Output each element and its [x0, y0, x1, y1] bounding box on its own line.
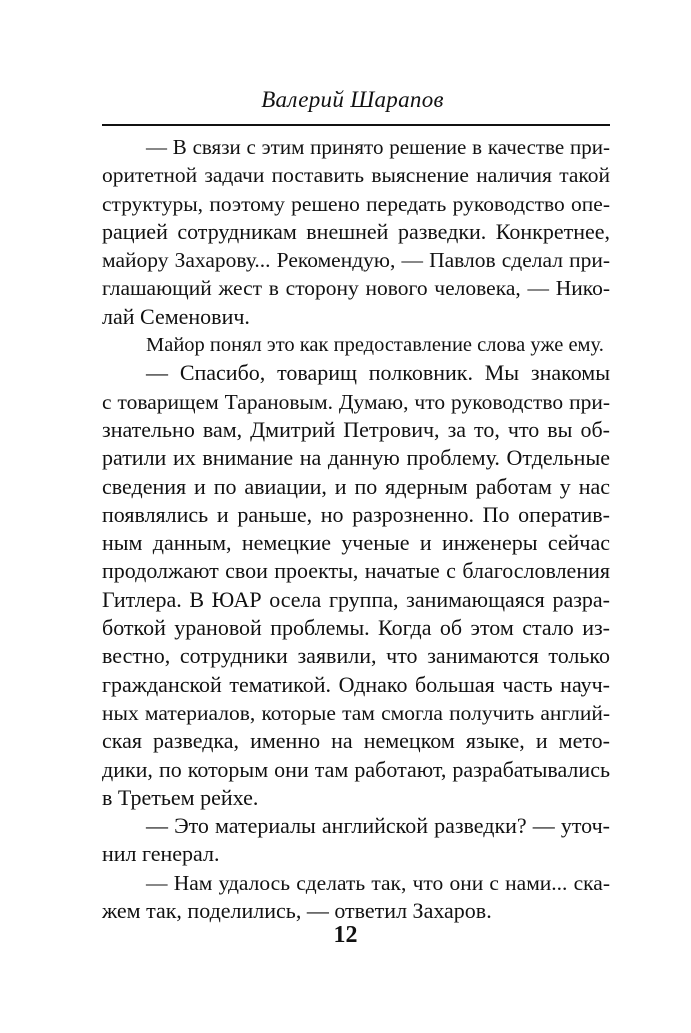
text-line: глашающий жест в сторону нового человека, — Нико- [102, 276, 610, 301]
text-line: ных материалов, которые там смогла получить англий- [102, 700, 610, 725]
text-line: структуры, поэтому решено передать руководство опе- [102, 191, 610, 216]
text-line: майору Захарову... Рекомендую, — Павлов сделал при- [102, 248, 610, 273]
text-line: нил генерал. [102, 841, 220, 867]
text-line: жем так, поделились, — ответил Захаров. [102, 898, 492, 924]
header-rule [102, 124, 610, 126]
paragraph [102, 133, 610, 331]
text-line: появлялись и раньше, но разрозненно. По оператив- [102, 501, 610, 527]
text-line: дики, по которым они там работают, разрабатывались [102, 756, 610, 782]
paragraph [102, 359, 610, 812]
text-line: лай Семенович. [102, 303, 250, 329]
text-line: — Это материалы английской разведки? — уточ- [146, 813, 610, 839]
text-line: Гитлера. В ЮАР осела группа, занимающаяся разра- [102, 586, 610, 612]
body-text [102, 133, 610, 925]
text-line: — Спасибо, товарищ полковник. Мы знакомы [146, 360, 610, 386]
text-line: вестно, сотрудники заявили, что занимаются только [102, 643, 610, 669]
paragraph [102, 869, 610, 926]
text-line: боткой урановой проблемы. Когда об этом стало из- [102, 615, 610, 641]
text-line: рацией сотрудникам внешней разведки. Конкретнее, [102, 218, 610, 244]
paragraph [102, 331, 610, 359]
running-head-author: Валерий Шарапов [261, 87, 444, 112]
text-line: Майор понял это как предоставление слова уже ему. [146, 334, 604, 357]
text-line: знательно вам, Дмитрий Петрович, за то, что вы об- [102, 416, 610, 442]
text-line: продолжают свои проекты, начатые с благословления [102, 558, 610, 584]
page-number: 12 [333, 922, 358, 948]
text-line: оритетной задачи поставить выяснение наличия такой [102, 163, 610, 188]
text-line: — В связи с этим принято решение в качестве при- [146, 135, 610, 159]
text-line: гражданской тематикой. Однако большая часть науч- [102, 671, 610, 697]
text-line: ратили их внимание на данную проблему. Отдельные [102, 445, 610, 471]
text-line: ным данным, немецкие ученые и инженеры сейчас [102, 530, 610, 556]
text-line: — Нам удалось сделать так, что они с нами... ска- [146, 870, 610, 895]
paragraph [102, 812, 610, 869]
text-line: в Третьем рейхе. [102, 784, 259, 810]
text-line: сведения и по авиации, и по ядерным работам у нас [102, 473, 610, 499]
text-line: с товарищем Тарановым. Думаю, что руководство при- [102, 389, 610, 414]
text-line: ская разведка, именно на немецком языке, и мето- [102, 728, 610, 754]
